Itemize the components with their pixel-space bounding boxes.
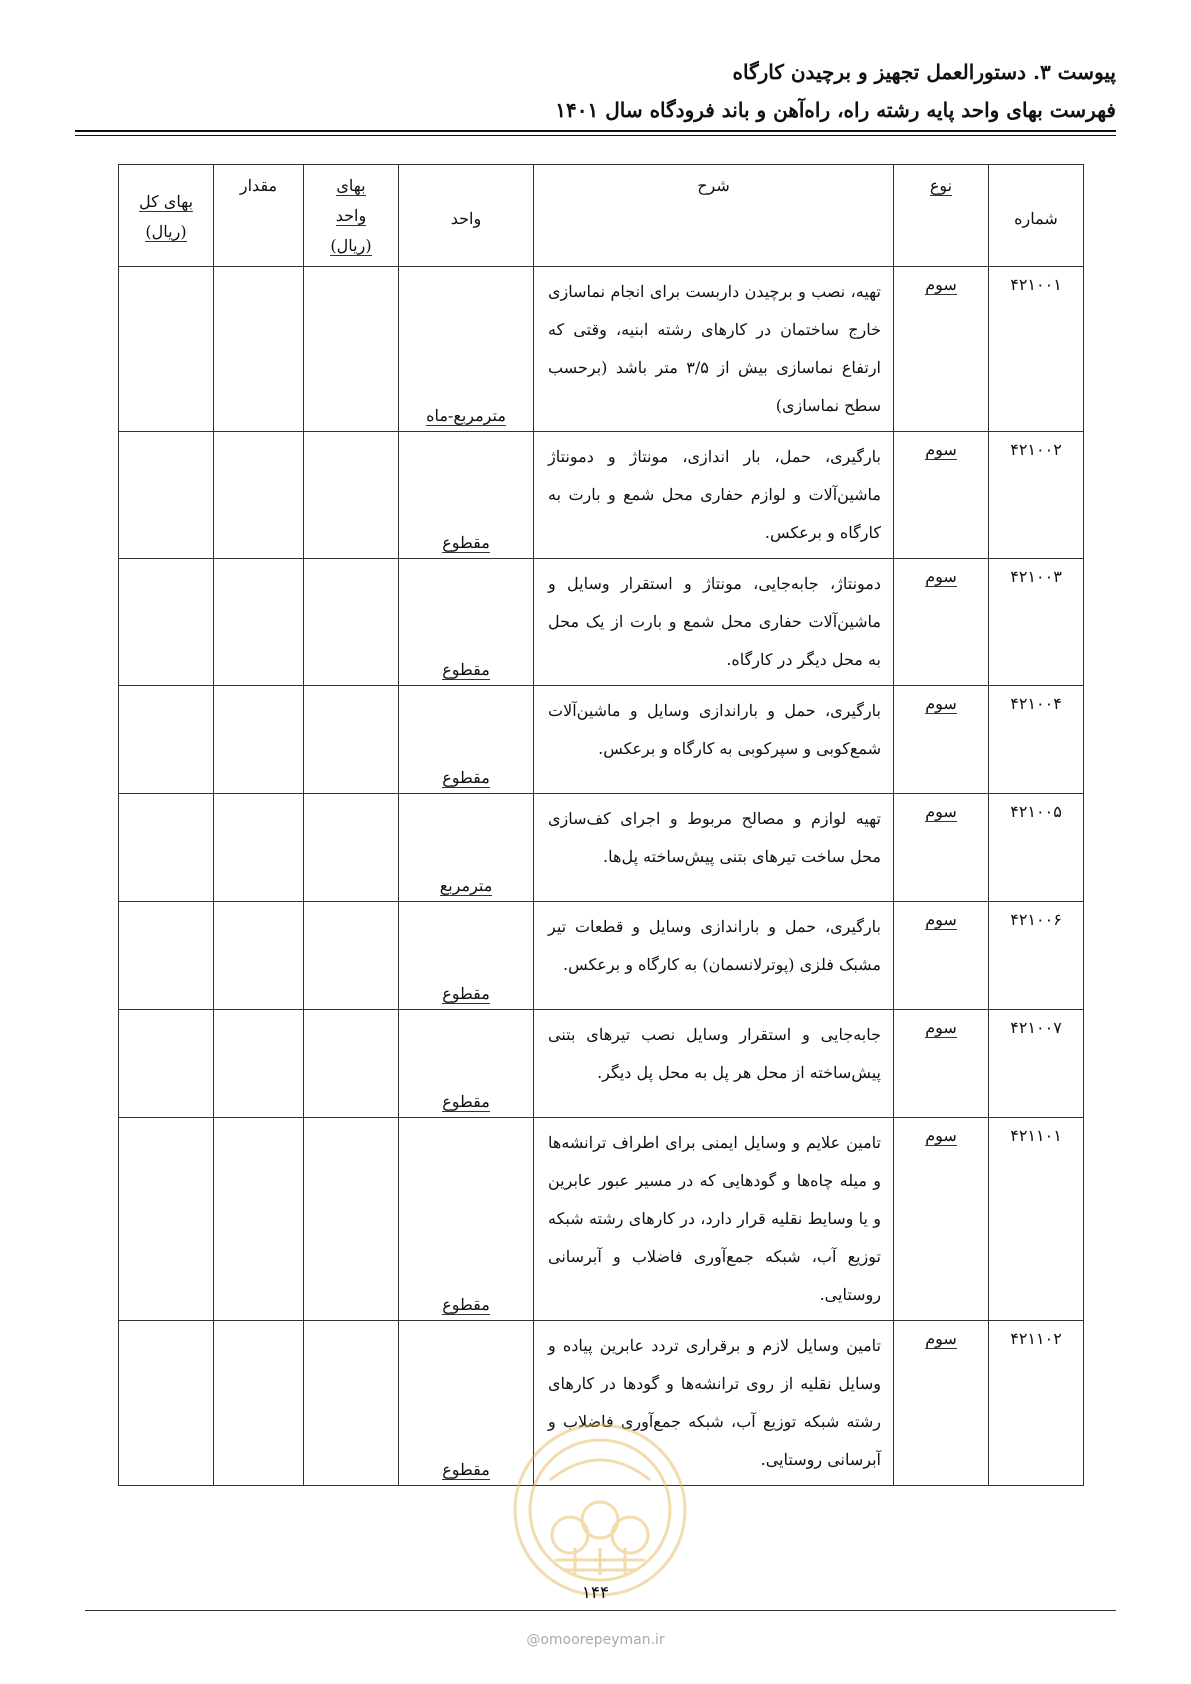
row-unit-price bbox=[304, 686, 399, 794]
row-quantity bbox=[214, 1118, 304, 1321]
row-description: بارگیری، حمل و باراندازی وسایل و ماشین‌آلات شمع‌کوبی و سپرکوبی به کارگاه و برعکس. bbox=[534, 686, 894, 794]
row-quantity bbox=[214, 794, 304, 902]
row-quantity bbox=[214, 559, 304, 686]
row-unit: مقطوع bbox=[399, 686, 534, 794]
row-total-price bbox=[119, 1118, 214, 1321]
row-unit: مترمربع-ماه bbox=[399, 267, 534, 432]
row-type: سوم bbox=[894, 902, 989, 1010]
row-number: ۴۲۱۰۰۷ bbox=[989, 1010, 1084, 1118]
row-quantity bbox=[214, 686, 304, 794]
row-description: بارگیری، حمل، بار اندازی، مونتاژ و دمونتاژ ماشین‌آلات و لوازم حفاری محل شمع و بارت به کارگاه و برعکس. bbox=[534, 432, 894, 559]
row-type: سوم bbox=[894, 267, 989, 432]
row-total-price bbox=[119, 1321, 214, 1486]
table-header-row bbox=[119, 165, 1084, 267]
row-total-price bbox=[119, 794, 214, 902]
price-list-table bbox=[118, 164, 1084, 1486]
row-description: جابه‌جایی و استقرار وسایل نصب تیرهای بتنی پیش‌ساخته از محل هر پل به محل پل دیگر. bbox=[534, 1010, 894, 1118]
col-header-number: شماره bbox=[989, 165, 1084, 267]
row-total-price bbox=[119, 559, 214, 686]
page-header-subtitle: فهرست بهای واحد پایه رشته راه، راه‌آهن و باند فرودگاه سال ۱۴۰۱ bbox=[555, 98, 1116, 122]
row-number: ۴۲۱۱۰۱ bbox=[989, 1118, 1084, 1321]
row-unit-price bbox=[304, 559, 399, 686]
row-description: تامین وسایل لازم و برقراری تردد عابرین پیاده و وسایل نقلیه از روی ترانشه‌ها و گودها در کارهای رشته شبکه توزیع آب، شبکه جمع‌آوری فاضلاب و آبرسانی روستایی. bbox=[534, 1321, 894, 1486]
row-quantity bbox=[214, 432, 304, 559]
row-unit: مترمربع bbox=[399, 794, 534, 902]
header-rule-thin bbox=[75, 135, 1116, 136]
table-row bbox=[119, 267, 1084, 432]
table-row bbox=[119, 902, 1084, 1010]
row-unit-price bbox=[304, 794, 399, 902]
row-unit: مقطوع bbox=[399, 1321, 534, 1486]
row-type: سوم bbox=[894, 1321, 989, 1486]
seal-logo bbox=[510, 1420, 690, 1600]
row-unit: مقطوع bbox=[399, 1118, 534, 1321]
col-header-total-price: بهای کل (ریال) bbox=[119, 165, 214, 267]
table-row bbox=[119, 432, 1084, 559]
row-unit-price bbox=[304, 1010, 399, 1118]
page-header-title: پیوست ۳. دستورالعمل تجهیز و برچیدن کارگاه bbox=[732, 60, 1116, 84]
table-row bbox=[119, 1010, 1084, 1118]
header-rule-thick bbox=[75, 130, 1116, 132]
row-quantity bbox=[214, 267, 304, 432]
row-type: سوم bbox=[894, 1118, 989, 1321]
table-row bbox=[119, 686, 1084, 794]
row-number: ۴۲۱۱۰۲ bbox=[989, 1321, 1084, 1486]
row-description: تهیه، نصب و برچیدن داربست برای انجام نماسازی خارج ساختمان در کارهای رشته ابنیه، وقتی که ارتفاع نماسازی بیش از ۳/۵ متر باشد (برحسب سطح نماسازی) bbox=[534, 267, 894, 432]
row-total-price bbox=[119, 267, 214, 432]
row-description: تامین علایم و وسایل ایمنی برای اطراف ترانشه‌ها و میله چاه‌ها و گودهایی که در مسیر عبور عابرین و یا وسایط نقلیه قرار دارد، در کارهای رشته شبکه توزیع آب، شبکه جمع‌آوری فاضلاب و آبرسانی روستایی. bbox=[534, 1118, 894, 1321]
page-number: ۱۴۴ bbox=[581, 1583, 610, 1603]
row-number: ۴۲۱۰۰۲ bbox=[989, 432, 1084, 559]
row-unit: مقطوع bbox=[399, 559, 534, 686]
footer-rule bbox=[85, 1610, 1116, 1611]
row-unit: مقطوع bbox=[399, 902, 534, 1010]
row-number: ۴۲۱۰۰۳ bbox=[989, 559, 1084, 686]
row-number: ۴۲۱۰۰۱ bbox=[989, 267, 1084, 432]
row-description: دمونتاژ، جابه‌جایی، مونتاژ و استقرار وسایل و ماشین‌آلات حفاری محل شمع و بارت از یک محل به محل دیگر در کارگاه. bbox=[534, 559, 894, 686]
col-header-unit: واحد bbox=[399, 165, 534, 267]
row-unit-price bbox=[304, 1321, 399, 1486]
row-total-price bbox=[119, 1010, 214, 1118]
row-type: سوم bbox=[894, 559, 989, 686]
row-description: تهیه لوازم و مصالح مربوط و اجرای کف‌سازی محل ساخت تیرهای بتنی پیش‌ساخته پل‌ها. bbox=[534, 794, 894, 902]
row-total-price bbox=[119, 686, 214, 794]
row-number: ۴۲۱۰۰۵ bbox=[989, 794, 1084, 902]
row-total-price bbox=[119, 902, 214, 1010]
row-total-price bbox=[119, 432, 214, 559]
row-description: بارگیری، حمل و باراندازی وسایل و قطعات تیر مشبک فلزی (پوترلانسمان) به کارگاه و برعکس. bbox=[534, 902, 894, 1010]
row-type: سوم bbox=[894, 686, 989, 794]
row-unit: مقطوع bbox=[399, 1010, 534, 1118]
col-header-quantity: مقدار bbox=[214, 165, 304, 267]
table-row bbox=[119, 559, 1084, 686]
row-unit-price bbox=[304, 1118, 399, 1321]
row-number: ۴۲۱۰۰۶ bbox=[989, 902, 1084, 1010]
row-quantity bbox=[214, 902, 304, 1010]
col-header-description: شرح bbox=[534, 165, 894, 267]
row-type: سوم bbox=[894, 1010, 989, 1118]
table-row bbox=[119, 1118, 1084, 1321]
row-quantity bbox=[214, 1321, 304, 1486]
row-number: ۴۲۱۰۰۴ bbox=[989, 686, 1084, 794]
row-type: سوم bbox=[894, 432, 989, 559]
row-unit-price bbox=[304, 902, 399, 1010]
row-unit-price bbox=[304, 432, 399, 559]
row-quantity bbox=[214, 1010, 304, 1118]
col-header-type: نوع bbox=[894, 165, 989, 267]
col-header-unit-price: بهای واحد (ریال) bbox=[304, 165, 399, 267]
row-unit-price bbox=[304, 267, 399, 432]
table-row bbox=[119, 794, 1084, 902]
site-watermark: @omoorepeyman.ir bbox=[526, 1632, 665, 1648]
row-unit: مقطوع bbox=[399, 432, 534, 559]
row-type: سوم bbox=[894, 794, 989, 902]
